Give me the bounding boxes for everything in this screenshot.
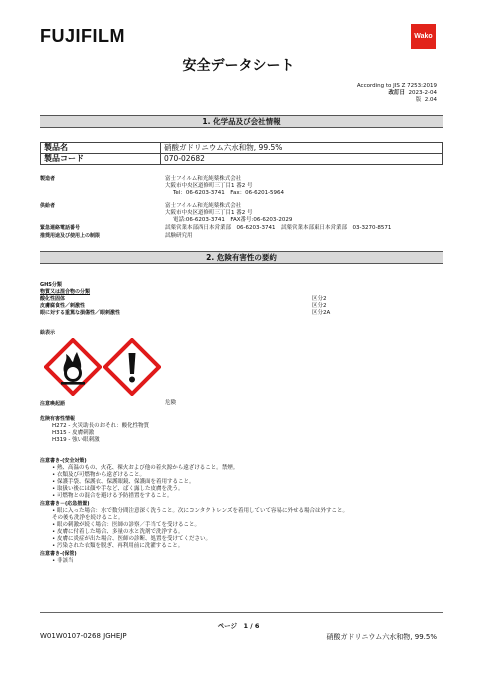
prevention-list	[52, 465, 238, 500]
storage-label: 注意書き-(保管)	[40, 551, 77, 557]
storage-item: • 非該当	[52, 558, 74, 564]
oxidizer-flame-over-circle-icon	[44, 338, 102, 396]
manufacturer-label: 製造者	[40, 176, 56, 182]
manufacturer-line: Tel：06-6203-3741 Fax：06-6201-5964	[173, 189, 285, 196]
pictogram-label: 絵表示	[40, 330, 56, 336]
prevention-item: • 保護手袋、保護衣、保護眼鏡、保護面を着用すること。	[52, 479, 195, 485]
supplier-info	[165, 203, 292, 223]
ghs-classification-label: GHS分類	[40, 282, 62, 288]
wako-logo: Wako	[411, 24, 436, 49]
emergency-phone-value: 試薬営業本部西日本営業部 06-6203-3741 試薬営業本部東日本営業部 03-3270-8571	[165, 225, 392, 231]
product-name-row	[41, 143, 443, 154]
version-row	[416, 97, 437, 104]
product-name-value: 硝酸ガドリニウム六水和物, 99.5%	[161, 143, 443, 154]
page-number: ページ 1 / 6	[217, 622, 260, 630]
hazard-statements-list	[52, 423, 149, 444]
prevention-item: • 可燃物との混合を避ける予防措置をすること。	[52, 493, 173, 499]
classification-subheading: 物質又は混合物の分類	[40, 289, 91, 295]
emergency-phone-label: 緊急連絡電話番号	[40, 225, 81, 231]
recommended-use-label: 推奨用途及び使用上の制限	[40, 233, 101, 239]
hazard-statements-label: 危険有害性情報	[40, 416, 76, 422]
hazard-class-name: 酸化性固体	[40, 296, 66, 302]
prevention-item: • 熱、高温のもの、火花、裸火および他の着火源から遠ざけること。禁煙。	[52, 465, 239, 471]
manufacturer-info	[165, 176, 284, 196]
prevention-item: • 衣類及び可燃物から遠ざけること。	[52, 472, 145, 478]
product-code-row	[41, 154, 443, 165]
recommended-use-value: 試験研究用	[165, 233, 193, 239]
fujifilm-logo: FUJIFILM	[40, 26, 125, 46]
supplier-label: 供給者	[40, 203, 56, 209]
response-item: • 眼に入った場合：水で数分間注意深く洗うこと。次にコンタクトレンズを着用していて容易に外せる場合は外すこと。	[52, 508, 348, 514]
version-value: 2.04	[424, 97, 437, 103]
prevention-label: 注意書き-(安全対策)	[40, 458, 87, 464]
hazard-class-name: 眼に対する重篤な損傷性／眼刺激性	[40, 310, 121, 316]
document-code: W01W0107-0268 JGHEJP	[40, 632, 127, 640]
revision-label: 改訂日	[388, 90, 406, 96]
response-item: その後も洗浄を続けること。	[52, 515, 124, 521]
standard-reference: According to JIS Z 7253:2019	[356, 83, 437, 89]
product-identifier-table	[40, 142, 443, 165]
section-1-header: 1. 化学品及び会社情報	[40, 115, 443, 128]
supplier-line: 富士フイルム和光純薬株式会社	[165, 203, 242, 209]
response-item: • 皮膚に炎症が出た場合、医師の診断、処置を受けてください。	[52, 536, 211, 542]
exclamation-mark-icon	[103, 338, 161, 396]
response-item: • 汚染された衣類を脱ぎ、再利用前に洗濯すること。	[52, 543, 184, 549]
hazard-class-category: 区分2	[312, 296, 327, 302]
product-name-label: 製品名	[41, 143, 161, 154]
section-2-header: 2. 危険有害性の要約	[40, 251, 443, 264]
document-title: 安全データシート	[182, 58, 295, 74]
signal-word-value: 危険	[165, 400, 177, 406]
manufacturer-line: 富士フイルム和光純薬株式会社	[165, 176, 242, 182]
prevention-item: • 取扱い後には顔や手など、ばく露した皮膚を洗う。	[52, 486, 184, 492]
hazard-statement: H319 - 強い眼刺激	[52, 437, 100, 443]
supplier-line: 電話:06-6203-3741 FAX番号:06-6203-2029	[173, 216, 293, 223]
supplier-line: 大阪市中央区道修町三丁目1 番2 号	[165, 209, 253, 216]
revision-date-row	[389, 90, 437, 97]
hazard-class-category: 区分2	[312, 303, 327, 309]
response-item: • 眼の刺激が続く場合：医師の診察／手当てを受けること。	[52, 522, 200, 528]
revision-date: 2023-2-04	[408, 90, 437, 96]
response-item: • 皮膚に付着した場合、多量の水と洗剤で洗浄する。	[52, 529, 184, 535]
hazard-class-category: 区分2A	[312, 310, 331, 316]
version-label: 版	[415, 97, 422, 103]
response-label: 注意書き－(応急措置)	[40, 501, 90, 507]
product-code-label: 製品コード	[41, 154, 161, 165]
footer-divider	[40, 612, 443, 613]
hazard-statement: H315 - 皮膚刺激	[52, 430, 95, 436]
signal-word-label: 注意喚起語	[40, 401, 66, 407]
footer-product-name: 硝酸ガドリニウム六水和物, 99.5%	[326, 633, 437, 641]
manufacturer-line: 大阪市中央区道修町三丁目1 番2 号	[165, 182, 253, 189]
response-list	[52, 508, 348, 550]
hazard-class-name: 皮膚腐食性／刺激性	[40, 303, 86, 309]
hazard-statement: H272 - 火災助長のおそれ：酸化性物質	[52, 423, 150, 429]
product-code-value: 070-02682	[161, 154, 443, 165]
